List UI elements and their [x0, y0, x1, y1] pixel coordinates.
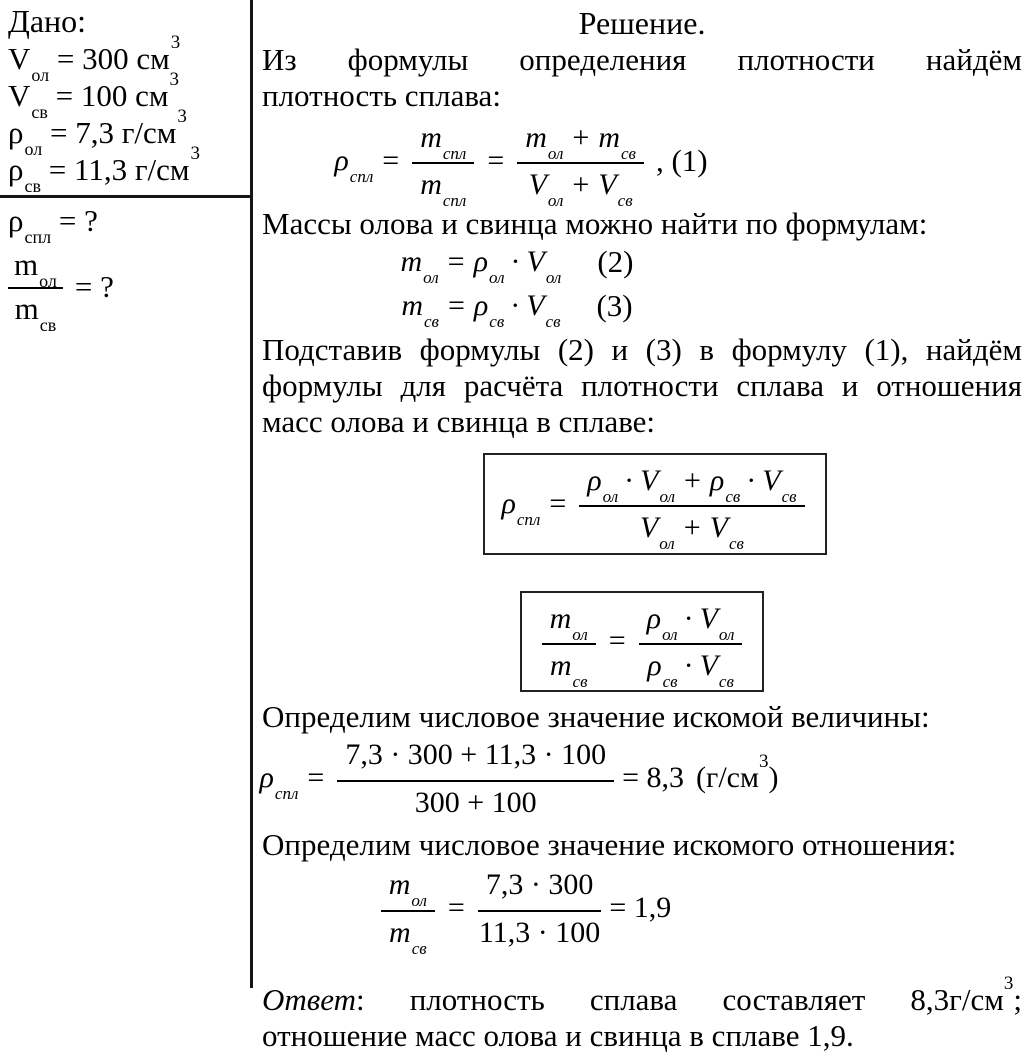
- given-title: Дано:: [8, 3, 87, 39]
- paragraph-1-line-2: плотность сплава:: [262, 78, 501, 113]
- mass-ratio-fraction: $m_{ол}$ $m_{св}$: [8, 249, 63, 325]
- var-volume-lead: $V_{св}$: [526, 288, 561, 331]
- given-column: [0, 0, 250, 988]
- var-rho-tin: $\rho_{ол}$: [473, 244, 505, 287]
- ratio-lhs-fraction: $\frac{m_{ол}}{m_{св}}$: [542, 601, 596, 683]
- equals-sign: =: [487, 143, 505, 177]
- numeric-density-fraction: $\frac{7,3 \cdot 300 + 11,3 \cdot 100}{300 + 100}$: [337, 737, 614, 819]
- paragraph-3-line-2: формулы для расчёта плотности сплава и отношения: [262, 367, 1022, 403]
- numeric-density-equation: $\rho_{спл}$ = $\frac{7,3 \cdot 300 + 11,3 \cdot 100}{300 + 100}$ = 8,3 $(г/см^3)$: [259, 738, 779, 819]
- equation-1-reference: , (1): [655, 142, 708, 178]
- paragraph-4: Определим числовое значение искомой величины:: [262, 699, 930, 735]
- mass-ratio-question: = ?: [74, 269, 114, 305]
- boxed-density-formula: $\rho_{спл}$ = $\frac{\rho_{ол} \cdot V_{ол} + \rho_{св} \cdot V_{св}}{V_{ол} + V_{св}}$: [483, 453, 826, 555]
- paragraph-5: Определим числовое значение искомого отношения:: [262, 827, 957, 863]
- boxed-density-formula-row: [262, 453, 1022, 555]
- equation-3: $m_{св}$ = $\rho_{св}$ · $V_{св}$ (3): [401, 287, 633, 331]
- boxed-ratio-formula-row: [262, 591, 1022, 693]
- paragraph-3-line-3: масс олова и свинца в сплаве:: [262, 403, 656, 439]
- paragraph-1-line-1: Из формулы определения плотности найдём: [262, 42, 1022, 77]
- answer-line-1: Ответ: плотность сплава составляет $8,3г/см^3$;: [262, 973, 1022, 1017]
- given-value-v-lead: $V_{св} = 100$ $см^3$: [8, 69, 179, 123]
- density-unit: $(г/см^3)$: [696, 750, 779, 795]
- equation-2: $m_{ол}$ = $\rho_{ол}$ · $V_{ол}$ (2): [400, 243, 634, 287]
- answer-line-2: отношение масс олова и свинца в сплаве 1,9.: [262, 1017, 854, 1053]
- fraction-mass-alloy: $\frac{m_{спл}}{m_{спл}}$: [412, 120, 474, 202]
- ratio-lhs-fraction: $\frac{m_{ол}}{m_{св}}$: [381, 867, 435, 949]
- solution-title: Решение.: [578, 5, 706, 41]
- given-value-rho-lead: $\rho_{св} = 11,3$ $г/см^3$: [8, 143, 201, 197]
- var-mass-tin: $m_{ол}$: [400, 244, 439, 287]
- var-mass-lead: $m_{св}$: [401, 288, 439, 331]
- var-rho-alloy: $\rho_{спл}$: [334, 143, 374, 186]
- var-volume-tin: $V_{ол}$: [526, 244, 562, 287]
- given-value-rho-tin: $\rho_{ол} = 7,3$ $г/см^3$: [8, 106, 187, 160]
- numeric-ratio-equation: $\frac{m_{ол}}{m_{св}}$ = $\frac{7,3 \cdot 300}{11,3 \cdot 100}$ = 1,9: [262, 867, 1022, 949]
- var-rho-lead: $\rho_{св}$: [473, 288, 505, 331]
- given-value-v-tin: $V_{ол} = 300$ $см^3$: [8, 32, 181, 86]
- find-mass-ratio: [8, 247, 250, 335]
- fraction-sum-masses: $\frac{m_{ол} + m_{св}}{V_{ол} + V_{св}}$: [517, 120, 644, 202]
- paragraph-2: Массы олова и свинца можно найти по формулам:: [262, 205, 928, 241]
- equation-3-reference: (3): [596, 287, 633, 323]
- solution-column: [253, 0, 1024, 1053]
- ratio-rhs-fraction: $\frac{\rho_{ол} \cdot V_{ол}}{\rho_{св} \cdot V_{св}}$: [639, 601, 743, 683]
- find-density: $\rho_{спл}$ = ?: [8, 203, 98, 248]
- density-result: = 8,3: [622, 761, 685, 795]
- equals-sign: =: [382, 143, 400, 177]
- boxed-ratio-formula: $\frac{m_{ол}}{m_{св}}$ = $\frac{\rho_{ол} \cdot V_{ол}}{\rho_{св} \cdot V_{св}}$: [520, 591, 765, 693]
- equation-2-reference: (2): [597, 243, 634, 279]
- density-formula-fraction: $\frac{\rho_{ол} \cdot V_{ол} + \rho_{св} \cdot V_{св}}{V_{ол} + V_{св}}$: [579, 463, 804, 545]
- numeric-ratio-fraction: $\frac{7,3 \cdot 300}{11,3 \cdot 100}$: [478, 868, 601, 949]
- ratio-result: = 1,9: [609, 891, 672, 925]
- paragraph-3-line-1: Подставив формулы (2) и (3) в формулу (1), найдём: [262, 331, 1022, 367]
- answer-word: Ответ: [262, 981, 356, 1017]
- equation-1: [262, 120, 1022, 211]
